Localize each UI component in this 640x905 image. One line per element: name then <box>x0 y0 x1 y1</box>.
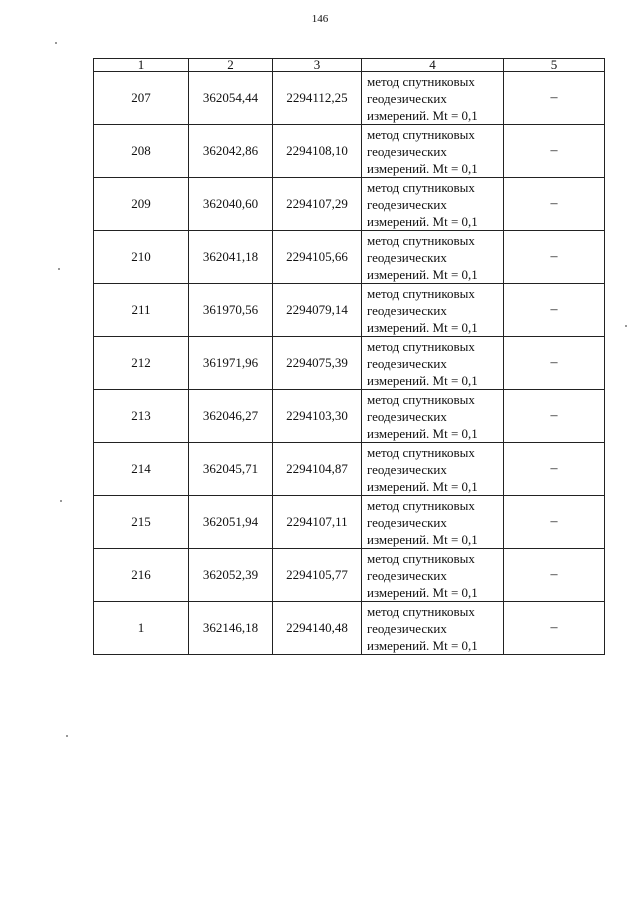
cell-coordinate-y: 2294075,39 <box>273 337 362 390</box>
method-line: измерений. Mt = 0,1 <box>367 372 478 388</box>
cell-note: – <box>504 125 605 178</box>
table-row <box>94 125 605 178</box>
table-row <box>94 337 605 390</box>
table-row <box>94 284 605 337</box>
cell-note: – <box>504 72 605 125</box>
header-col-3: 3 <box>273 59 362 72</box>
method-line: метод спутниковых <box>367 338 475 354</box>
method-line: измерений. Mt = 0,1 <box>367 213 478 229</box>
table-body <box>94 72 605 655</box>
method-line: измерений. Mt = 0,1 <box>367 319 478 335</box>
cell-note: – <box>504 337 605 390</box>
cell-point-number: 215 <box>94 496 189 549</box>
method-line: метод спутниковых <box>367 179 475 195</box>
method-line: измерений. Mt = 0,1 <box>367 107 478 123</box>
method-line: метод спутниковых <box>367 73 475 89</box>
cell-method <box>362 443 504 496</box>
method-line: измерений. Mt = 0,1 <box>367 584 478 600</box>
method-line: геодезических <box>367 196 447 212</box>
cell-point-number: 211 <box>94 284 189 337</box>
table-row <box>94 390 605 443</box>
cell-coordinate-y: 2294108,10 <box>273 125 362 178</box>
cell-point-number: 209 <box>94 178 189 231</box>
cell-method <box>362 337 504 390</box>
cell-coordinate-x: 362040,60 <box>189 178 273 231</box>
cell-point-number: 216 <box>94 549 189 602</box>
cell-method <box>362 390 504 443</box>
method-line: метод спутниковых <box>367 550 475 566</box>
cell-coordinate-x: 362146,18 <box>189 602 273 655</box>
cell-note: – <box>504 284 605 337</box>
cell-coordinate-y: 2294103,30 <box>273 390 362 443</box>
scan-speck <box>58 268 60 270</box>
cell-method <box>362 496 504 549</box>
method-line: измерений. Mt = 0,1 <box>367 478 478 494</box>
scan-speck <box>625 325 627 327</box>
cell-point-number: 208 <box>94 125 189 178</box>
table-row <box>94 231 605 284</box>
method-line: метод спутниковых <box>367 126 475 142</box>
cell-coordinate-y: 2294112,25 <box>273 72 362 125</box>
cell-method <box>362 72 504 125</box>
cell-coordinate-y: 2294105,66 <box>273 231 362 284</box>
cell-point-number: 214 <box>94 443 189 496</box>
method-line: метод спутниковых <box>367 391 475 407</box>
method-line: геодезических <box>367 567 447 583</box>
cell-point-number: 210 <box>94 231 189 284</box>
coordinates-table <box>93 58 605 655</box>
method-line: измерений. Mt = 0,1 <box>367 531 478 547</box>
cell-coordinate-y: 2294140,48 <box>273 602 362 655</box>
cell-note: – <box>504 549 605 602</box>
header-col-2: 2 <box>189 59 273 72</box>
method-line: геодезических <box>367 461 447 477</box>
table-row <box>94 602 605 655</box>
cell-coordinate-x: 362054,44 <box>189 72 273 125</box>
cell-coordinate-y: 2294107,29 <box>273 178 362 231</box>
cell-point-number: 1 <box>94 602 189 655</box>
header-col-5: 5 <box>504 59 605 72</box>
cell-coordinate-x: 362041,18 <box>189 231 273 284</box>
method-line: геодезических <box>367 514 447 530</box>
table-row <box>94 549 605 602</box>
cell-point-number: 207 <box>94 72 189 125</box>
method-line: метод спутниковых <box>367 232 475 248</box>
method-line: измерений. Mt = 0,1 <box>367 160 478 176</box>
method-line: геодезических <box>367 90 447 106</box>
cell-coordinate-x: 362046,27 <box>189 390 273 443</box>
cell-coordinate-x: 362051,94 <box>189 496 273 549</box>
scan-speck <box>55 42 57 44</box>
header-col-1: 1 <box>94 59 189 72</box>
scan-speck <box>60 500 62 502</box>
cell-method <box>362 284 504 337</box>
method-line: метод спутниковых <box>367 497 475 513</box>
cell-note: – <box>504 602 605 655</box>
cell-point-number: 212 <box>94 337 189 390</box>
cell-coordinate-x: 362052,39 <box>189 549 273 602</box>
cell-coordinate-y: 2294105,77 <box>273 549 362 602</box>
method-line: метод спутниковых <box>367 603 475 619</box>
table-row <box>94 72 605 125</box>
cell-method <box>362 231 504 284</box>
cell-method <box>362 178 504 231</box>
cell-point-number: 213 <box>94 390 189 443</box>
header-col-4: 4 <box>362 59 504 72</box>
cell-method <box>362 549 504 602</box>
page-number: 146 <box>311 13 329 25</box>
table-header <box>94 59 605 72</box>
cell-coordinate-x: 361970,56 <box>189 284 273 337</box>
cell-method <box>362 125 504 178</box>
method-line: метод спутниковых <box>367 285 475 301</box>
method-line: метод спутниковых <box>367 444 475 460</box>
method-line: геодезических <box>367 143 447 159</box>
method-line: геодезических <box>367 249 447 265</box>
method-line: геодезических <box>367 408 447 424</box>
cell-method <box>362 602 504 655</box>
header-row <box>94 59 605 72</box>
table-row <box>94 496 605 549</box>
method-line: геодезических <box>367 302 447 318</box>
method-line: геодезических <box>367 620 447 636</box>
cell-note: – <box>504 496 605 549</box>
scan-speck <box>66 735 68 737</box>
cell-coordinate-y: 2294104,87 <box>273 443 362 496</box>
table-row <box>94 443 605 496</box>
cell-coordinate-y: 2294079,14 <box>273 284 362 337</box>
cell-note: – <box>504 178 605 231</box>
cell-note: – <box>504 390 605 443</box>
cell-note: – <box>504 231 605 284</box>
cell-coordinate-x: 362042,86 <box>189 125 273 178</box>
method-line: измерений. Mt = 0,1 <box>367 637 478 653</box>
method-line: геодезических <box>367 355 447 371</box>
cell-coordinate-x: 361971,96 <box>189 337 273 390</box>
method-line: измерений. Mt = 0,1 <box>367 425 478 441</box>
cell-note: – <box>504 443 605 496</box>
cell-coordinate-y: 2294107,11 <box>273 496 362 549</box>
method-line: измерений. Mt = 0,1 <box>367 266 478 282</box>
table-row <box>94 178 605 231</box>
cell-coordinate-x: 362045,71 <box>189 443 273 496</box>
